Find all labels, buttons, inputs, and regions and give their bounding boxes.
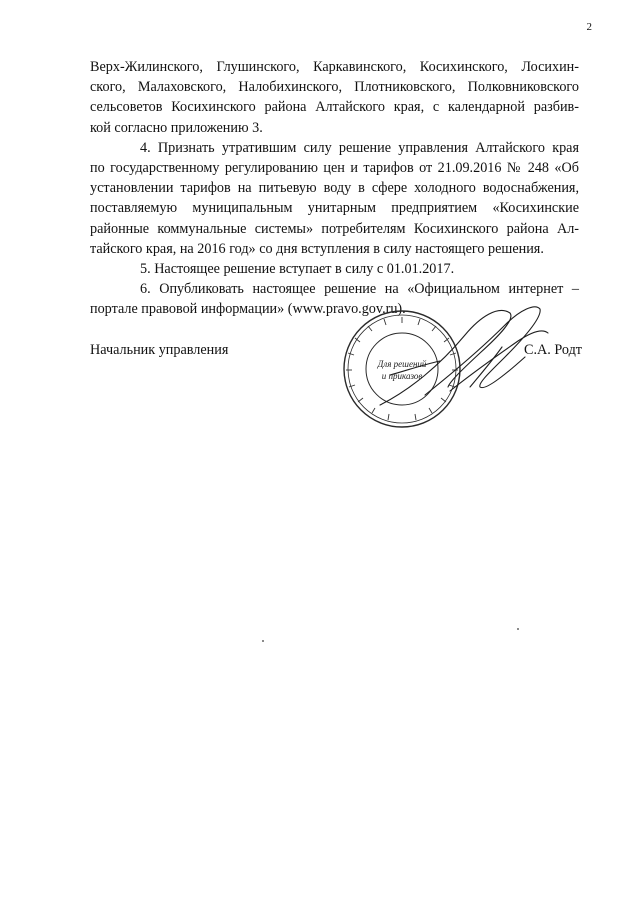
body-line: поставляемую муниципальным унитарным предприятием «Косихинские bbox=[90, 200, 579, 217]
body-line: тайского края, на 2016 год» со дня вступления в силу настоящего решения. bbox=[90, 240, 544, 257]
body-line: портале правовой информации» (www.pravo.gov.ru). bbox=[90, 301, 406, 318]
official-seal bbox=[330, 295, 590, 455]
handwritten-signature bbox=[380, 307, 548, 405]
body-line: по государственному регулированию цен и тарифов от 21.09.2016 № 248 «Об bbox=[90, 159, 579, 176]
seal-inner-line-1: Для решений bbox=[377, 359, 427, 369]
body-line: Верх-Жилинского, Глушинского, Каркавинского, Косихинского, Лосихин- bbox=[90, 59, 579, 75]
body-line: установлении тарифов на питьевую воду в сфере холодного водоснабжения, bbox=[90, 180, 579, 197]
paragraph-6-start: 6. Опубликовать настоящее решение на «Официальном интернет – bbox=[140, 281, 579, 298]
body-line: районные коммунальные системы» потребителям Косихинского района Ал- bbox=[90, 220, 579, 237]
signatory-name: С.А. Родт bbox=[524, 342, 582, 358]
scan-speck bbox=[262, 640, 264, 642]
scan-speck bbox=[517, 628, 519, 630]
page-number: 2 bbox=[586, 21, 592, 33]
seal-inner-line-2: и приказов bbox=[381, 371, 423, 381]
document-body bbox=[90, 57, 579, 319]
seal-and-signature-graphic bbox=[330, 295, 590, 455]
body-line: ского, Малаховского, Налобихинского, Плотниковского, Полковниковского bbox=[90, 79, 579, 96]
body-line: сельсоветов Косихинского района Алтайского края, с календарной разбив- bbox=[90, 99, 579, 116]
paragraph-5: 5. Настоящее решение вступает в силу с 01.01.2017. bbox=[140, 260, 455, 277]
body-line: кой согласно приложению 3. bbox=[90, 119, 263, 136]
paragraph-4-start: 4. Признать утратившим силу решение управления Алтайского края bbox=[140, 139, 579, 156]
signatory-title: Начальник управления bbox=[90, 342, 229, 358]
